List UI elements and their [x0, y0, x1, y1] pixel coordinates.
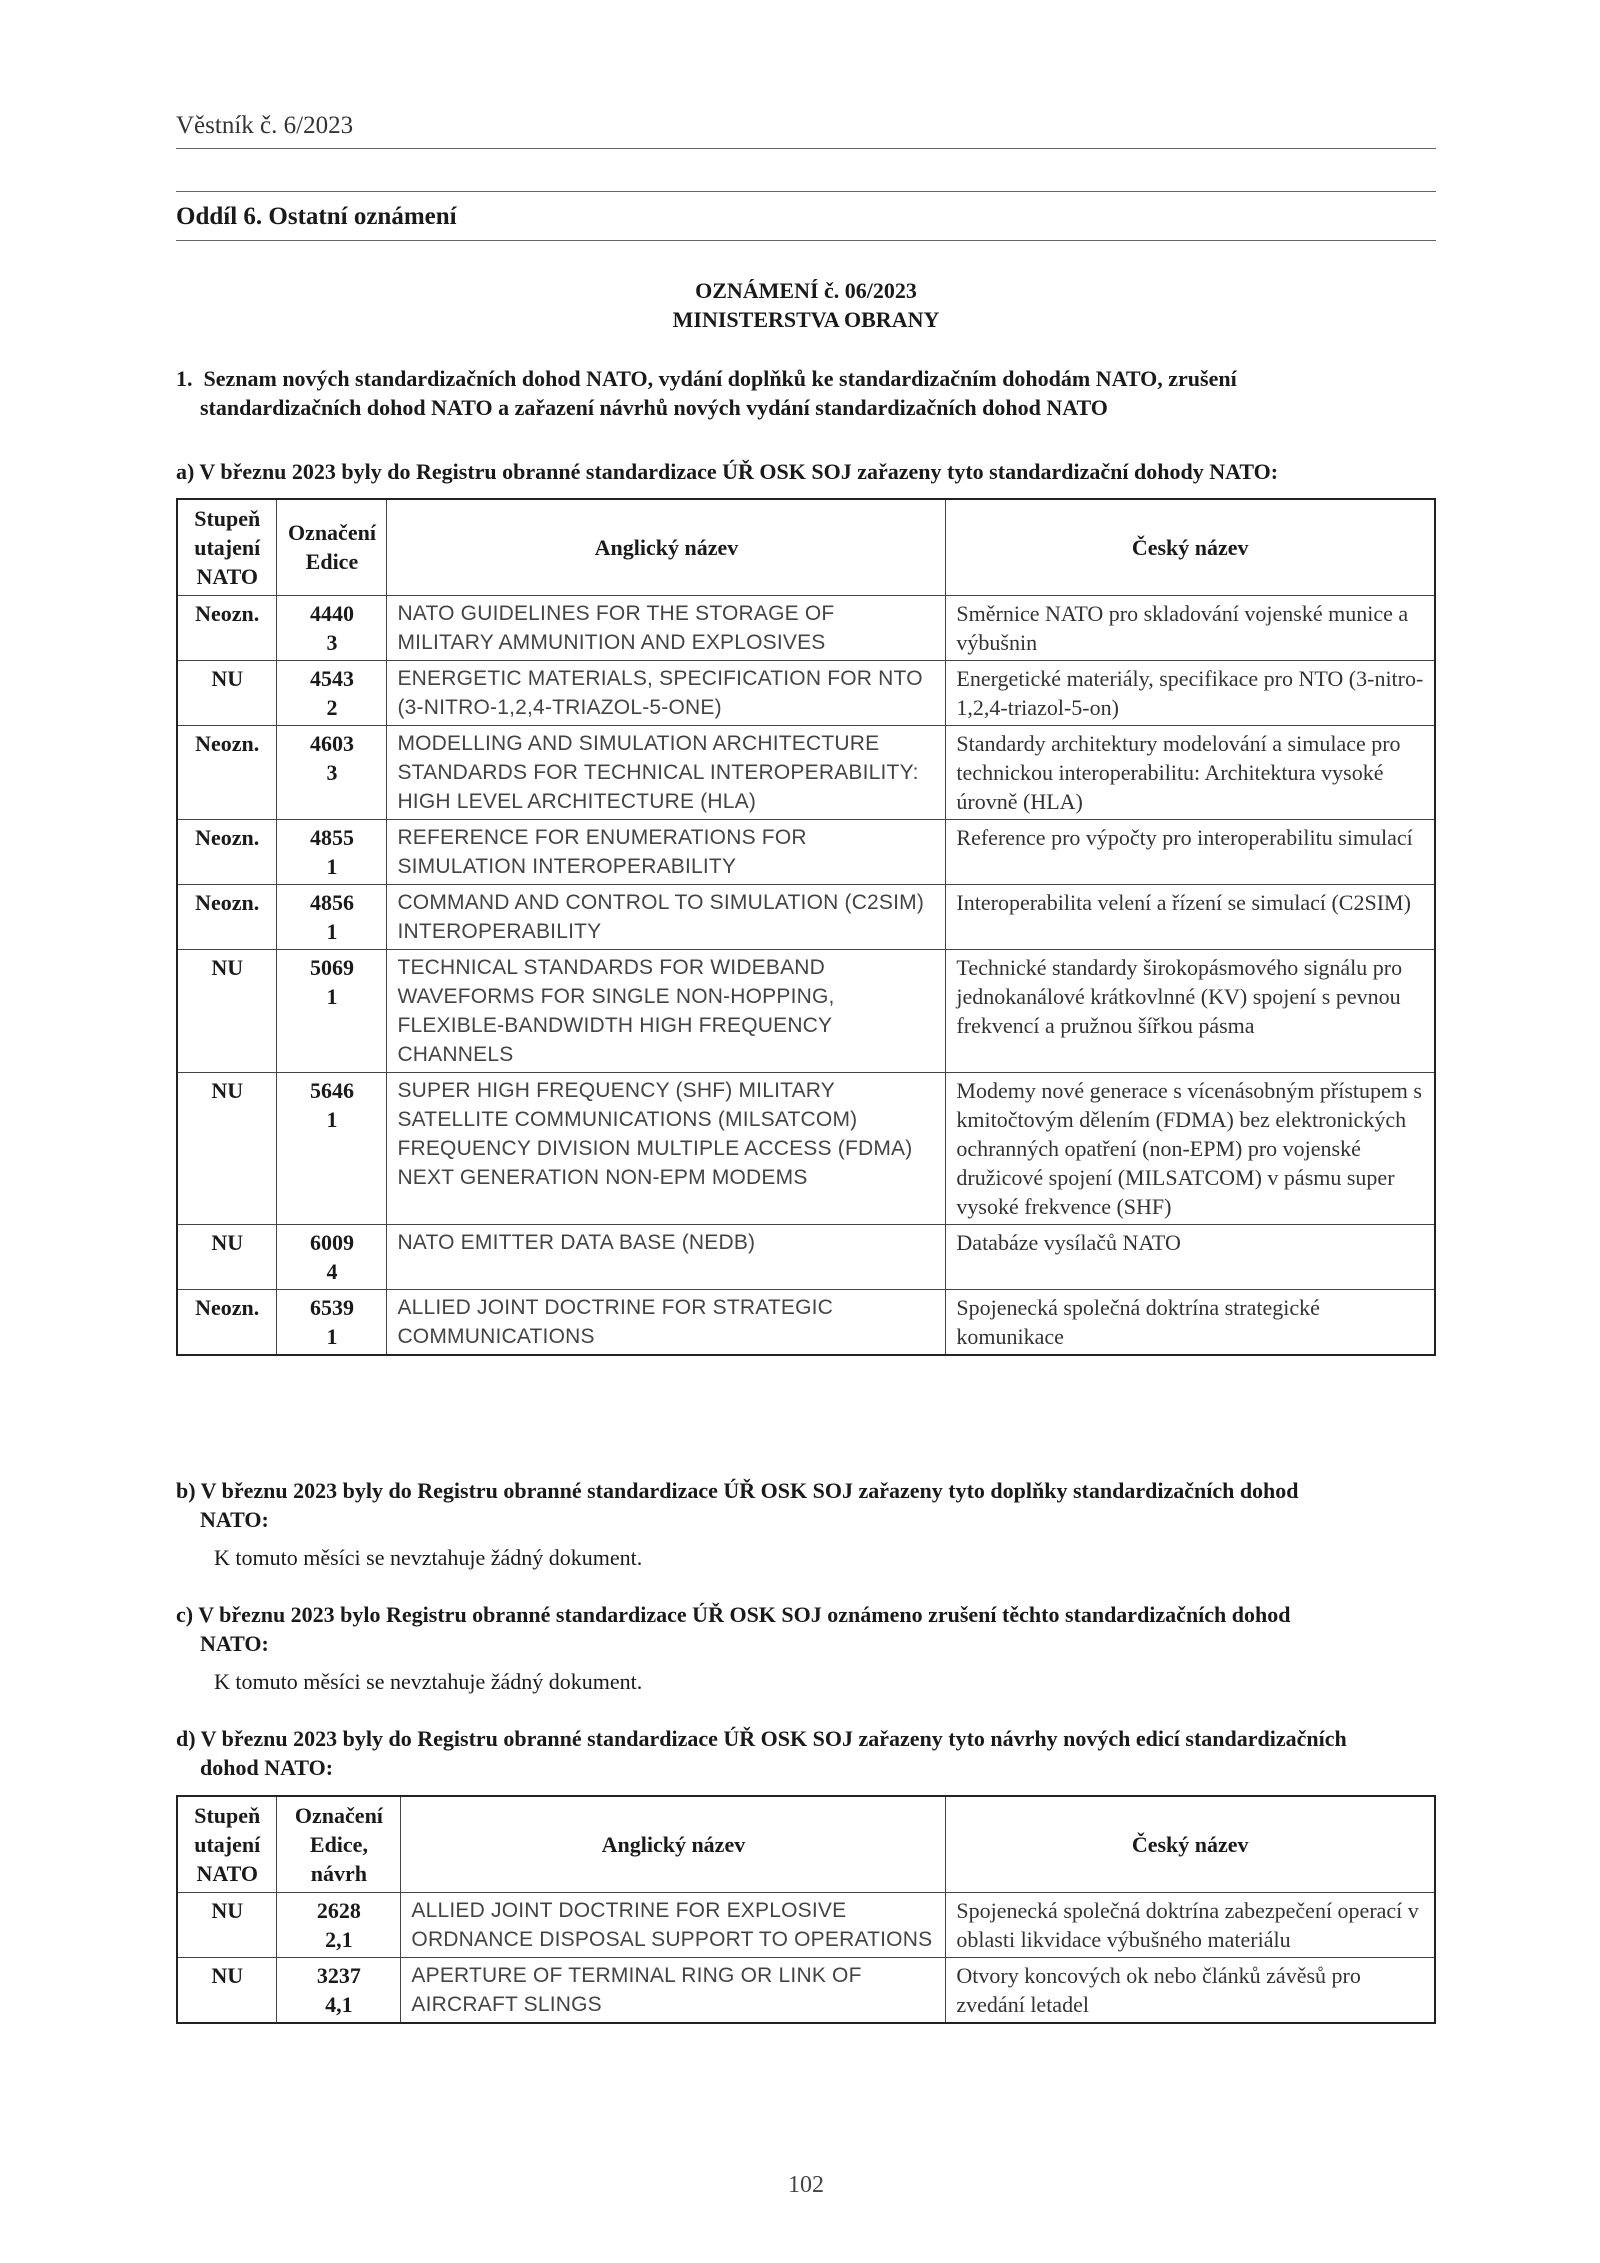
- cell-code: 5646 1: [277, 1072, 387, 1224]
- cell-english: ALLIED JOINT DOCTRINE FOR STRATEGIC COMMUNICATIONS: [387, 1289, 946, 1355]
- col-header-czech: Český název: [946, 1796, 1435, 1892]
- cell-english: NATO GUIDELINES FOR THE STORAGE OF MILITARY AMMUNITION AND EXPLOSIVES: [387, 595, 946, 660]
- cell-czech: Standardy architektury modelování a simulace pro technickou interoperabilitu: Architektura vysoké úrovně (HLA): [946, 725, 1435, 819]
- notice-title: [176, 276, 1436, 334]
- part-b-line1: b) V březnu 2023 byly do Registru obranné standardizace ÚŘ OSK SOJ zařazeny tyto doplňky standardizačních dohod: [176, 1478, 1299, 1503]
- heading-1: [176, 364, 1436, 422]
- table-row: [177, 949, 1435, 1072]
- cell-code: 4440 3: [277, 595, 387, 660]
- part-b-line2: NATO:: [200, 1507, 269, 1532]
- cell-english: TECHNICAL STANDARDS FOR WIDEBAND WAVEFORMS FOR SINGLE NON-HOPPING, FLEXIBLE-BANDWIDTH HIGH FREQUENCY CHANNELS: [387, 949, 946, 1072]
- cell-code: 4856 1: [277, 884, 387, 949]
- cell-code: 6009 4: [277, 1224, 387, 1289]
- cell-english: NATO EMITTER DATA BASE (NEDB): [387, 1224, 946, 1289]
- table-d: [176, 1795, 1436, 2024]
- part-d-line2: dohod NATO:: [200, 1755, 334, 1780]
- heading-1-number: 1.: [176, 366, 193, 391]
- table-row: [177, 1224, 1435, 1289]
- cell-level: NU: [177, 1957, 277, 2023]
- cell-level: NU: [177, 1892, 277, 1957]
- cell-czech: Otvory koncových ok nebo článků závěsů pro zvedání letadel: [946, 1957, 1435, 2023]
- table-row: [177, 595, 1435, 660]
- cell-level: Neozn.: [177, 725, 277, 819]
- col-header-english: Anglický název: [401, 1796, 946, 1892]
- table-d-header-row: [177, 1796, 1435, 1892]
- part-a-heading: a) V březnu 2023 byly do Registru obranné standardizace ÚŘ OSK SOJ zařazeny tyto standardizační dohody NATO:: [176, 459, 1279, 484]
- cell-czech: Reference pro výpočty pro interoperabilitu simulací: [946, 819, 1435, 884]
- cell-code: 2628 2,1: [277, 1892, 401, 1957]
- cell-czech: Modemy nové generace s vícenásobným přístupem s kmitočtovým dělením (FDMA) bez elektronických ochranných opatření (non-EPM) pro vojenské družicové spojení (MILSATCOM) v pásmu super vysoké frekvence (SHF): [946, 1072, 1435, 1224]
- part-c-heading: [176, 1600, 1436, 1658]
- cell-english: ALLIED JOINT DOCTRINE FOR EXPLOSIVE ORDNANCE DISPOSAL SUPPORT TO OPERATIONS: [401, 1892, 946, 1957]
- cell-level: NU: [177, 1224, 277, 1289]
- cell-code: 6539 1: [277, 1289, 387, 1355]
- cell-code: 4543 2: [277, 660, 387, 725]
- part-b-heading: [176, 1476, 1436, 1534]
- part-c-note: K tomuto měsíci se nevztahuje žádný dokument.: [214, 1669, 643, 1694]
- notice-title-line2: MINISTERSTVA OBRANY: [672, 307, 940, 332]
- cell-code: 4855 1: [277, 819, 387, 884]
- cell-level: Neozn.: [177, 819, 277, 884]
- cell-level: NU: [177, 1072, 277, 1224]
- table-row: [177, 1892, 1435, 1957]
- table-row: [177, 884, 1435, 949]
- table-row: [177, 1072, 1435, 1224]
- cell-czech: Směrnice NATO pro skladování vojenské munice a výbušnin: [946, 595, 1435, 660]
- running-header: Věstník č. 6/2023: [176, 112, 354, 139]
- cell-czech: Energetické materiály, specifikace pro NTO (3-nitro-1,2,4-triazol-5-on): [946, 660, 1435, 725]
- part-b-note: K tomuto měsíci se nevztahuje žádný dokument.: [214, 1545, 643, 1570]
- table-row: [177, 660, 1435, 725]
- section-rule-bottom: [176, 240, 1436, 241]
- cell-level: Neozn.: [177, 1289, 277, 1355]
- cell-code: 4603 3: [277, 725, 387, 819]
- col-header-english: Anglický název: [387, 499, 946, 595]
- part-c-line1: c) V březnu 2023 bylo Registru obranné standardizace ÚŘ OSK SOJ oznámeno zrušení těchto standardizačních dohod: [176, 1602, 1291, 1627]
- table-row: [177, 1289, 1435, 1355]
- cell-english: MODELLING AND SIMULATION ARCHITECTURE STANDARDS FOR TECHNICAL INTEROPERABILITY: HIGH LEVEL ARCHITECTURE (HLA): [387, 725, 946, 819]
- heading-1-line2: standardizačních dohod NATO a zařazení návrhů nových vydání standardizačních dohod NATO: [200, 395, 1108, 420]
- header-rule: [176, 148, 1436, 149]
- cell-level: Neozn.: [177, 884, 277, 949]
- cell-code: 5069 1: [277, 949, 387, 1072]
- table-row: [177, 1957, 1435, 2023]
- page-number: 102: [788, 2172, 824, 2198]
- cell-english: COMMAND AND CONTROL TO SIMULATION (C2SIM) INTEROPERABILITY: [387, 884, 946, 949]
- col-header-code: Označení Edice, návrh: [277, 1796, 401, 1892]
- section-rule-top: [176, 191, 1436, 192]
- cell-czech: Databáze vysílačů NATO: [946, 1224, 1435, 1289]
- col-header-czech: Český název: [946, 499, 1435, 595]
- cell-czech: Spojenecká společná doktrína strategické komunikace: [946, 1289, 1435, 1355]
- cell-code: 3237 4,1: [277, 1957, 401, 2023]
- cell-czech: Interoperabilita velení a řízení se simulací (C2SIM): [946, 884, 1435, 949]
- col-header-code: Označení Edice: [277, 499, 387, 595]
- part-c-line2: NATO:: [200, 1631, 269, 1656]
- cell-english: REFERENCE FOR ENUMERATIONS FOR SIMULATION INTEROPERABILITY: [387, 819, 946, 884]
- cell-czech: Technické standardy širokopásmového signálu pro jednokanálové krátkovlnné (KV) spojení s pevnou frekvencí a pružnou šířkou pásma: [946, 949, 1435, 1072]
- col-header-level: Stupeň utajení NATO: [177, 499, 277, 595]
- heading-1-line1: Seznam nových standardizačních dohod NATO, vydání doplňků ke standardizačním dohodám NATO, zrušení: [203, 366, 1237, 391]
- cell-level: Neozn.: [177, 595, 277, 660]
- table-row: [177, 819, 1435, 884]
- table-row: [177, 725, 1435, 819]
- section-title: Oddíl 6. Ostatní oznámení: [176, 203, 457, 230]
- cell-english: ENERGETIC MATERIALS, SPECIFICATION FOR NTO (3-NITRO-1,2,4-TRIAZOL-5-ONE): [387, 660, 946, 725]
- part-d-heading: [176, 1724, 1436, 1782]
- cell-english: APERTURE OF TERMINAL RING OR LINK OF AIRCRAFT SLINGS: [401, 1957, 946, 2023]
- cell-english: SUPER HIGH FREQUENCY (SHF) MILITARY SATELLITE COMMUNICATIONS (MILSATCOM) FREQUENCY DIVISION MULTIPLE ACCESS (FDMA) NEXT GENERATION NON-EPM MODEMS: [387, 1072, 946, 1224]
- cell-level: NU: [177, 660, 277, 725]
- cell-level: NU: [177, 949, 277, 1072]
- table-a: [176, 498, 1436, 1356]
- part-d-line1: d) V březnu 2023 byly do Registru obranné standardizace ÚŘ OSK SOJ zařazeny tyto návrhy nových edicí standardizačních: [176, 1726, 1347, 1751]
- table-a-header-row: [177, 499, 1435, 595]
- col-header-level: Stupeň utajení NATO: [177, 1796, 277, 1892]
- cell-czech: Spojenecká společná doktrína zabezpečení operací v oblasti likvidace výbušného materiálu: [946, 1892, 1435, 1957]
- notice-title-line1: OZNÁMENÍ č. 06/2023: [695, 278, 917, 303]
